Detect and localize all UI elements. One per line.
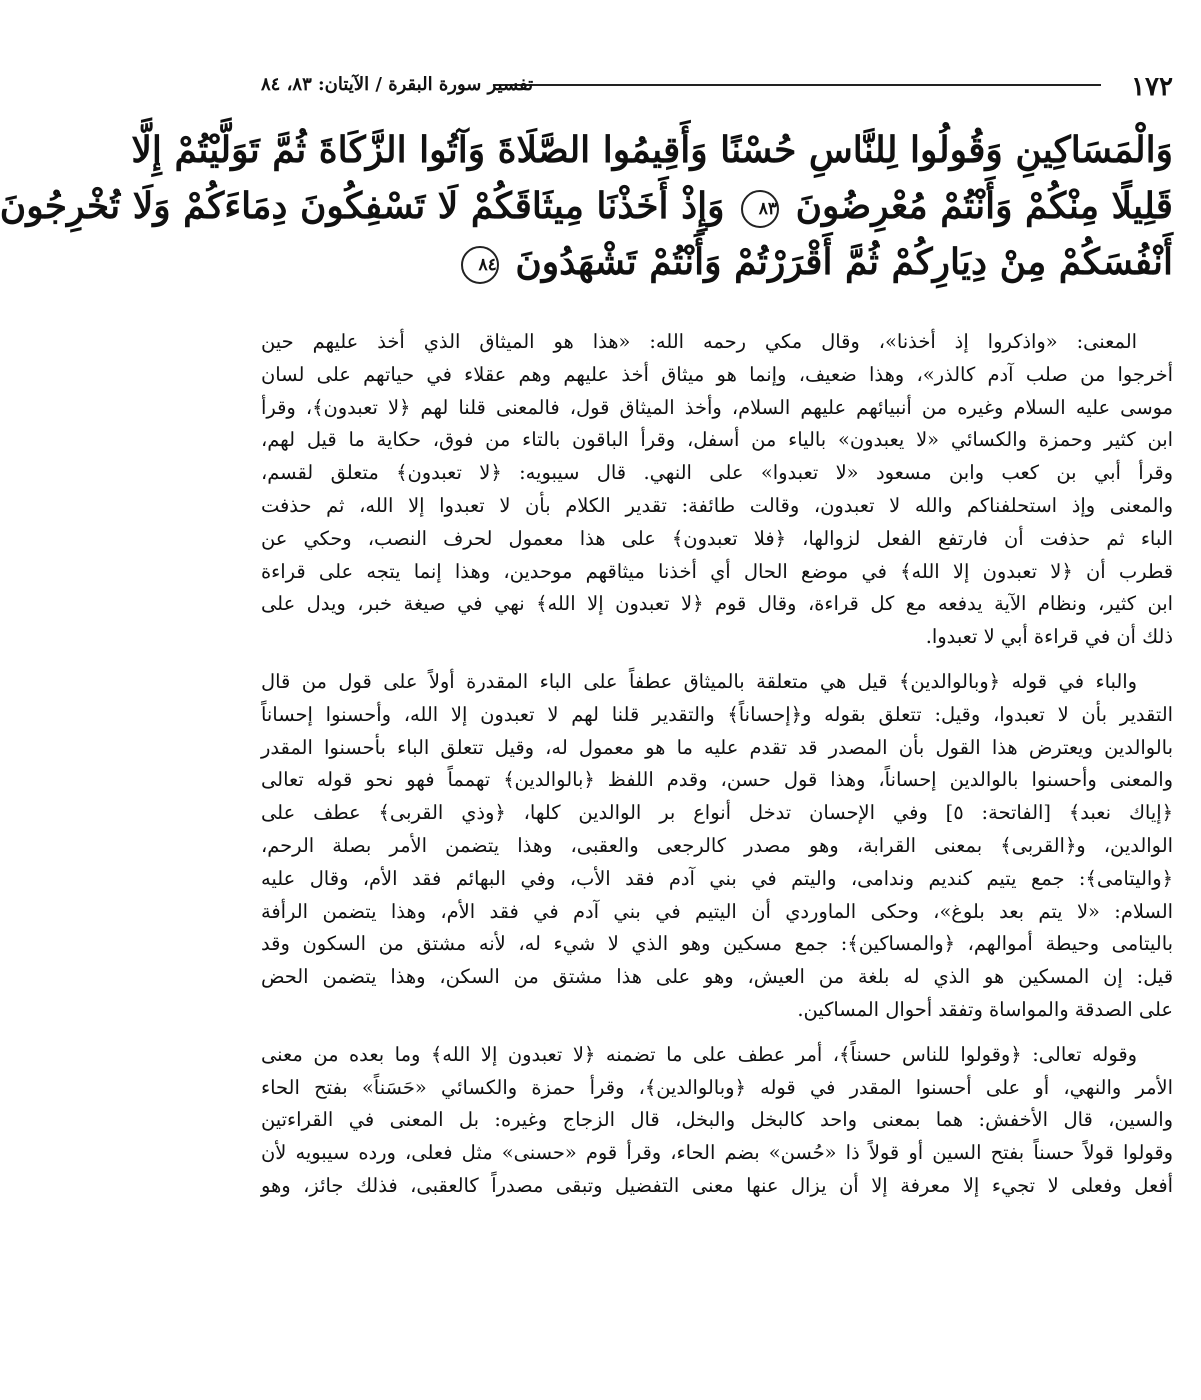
text-line: الوالدين، و﴿القربى﴾ بمعنى القرابة، وهو مصدر كالرجعى والعقبى، وهذا يتضمن الأمر بصلة الرحم، bbox=[261, 833, 1173, 857]
text-line: الباء ثم حذفت أن فارتفع الفعل لزوالها، ﴿فلا تعبدون﴾ على هذا معمول لحرف النصب، وحكي عن bbox=[261, 526, 1173, 550]
text-line: ابن كثير وحمزة والكسائي «لا يعبدون» بالياء من أسفل، وقرأ الباقون بالتاء من فوق، حكاية ما قيل لهم، bbox=[261, 428, 1173, 452]
header-rule bbox=[493, 84, 1101, 86]
page-header bbox=[261, 62, 1173, 114]
text-line: قطرب أن ﴿لا تعبدون إلا الله﴾ في موضع الحال أي أخذنا ميثاقهم موحدين، وهذا إنما يتجه على قراءة bbox=[261, 559, 1173, 583]
ayah-number-marker: ٨٤ bbox=[461, 246, 499, 284]
text-line: بالوالدين ويعترض هذا القول بأن المصدر قد تقدم عليه ما هو معمول له، وقيل تتعلق الباء بأحسنوا المقدر bbox=[261, 735, 1173, 759]
text-line: موسى عليه السلام وغيره من أنبيائهم عليهم السلام، وأخذ الميثاق قول، فالمعنى قلنا لهم ﴿لا تعبدون﴾، وقرأ bbox=[261, 395, 1173, 419]
verse-text: أَنْفُسَكُمْ مِنْ دِيَارِكُمْ ثُمَّ أَقْرَرْتُمْ وَأَنْتُمْ تَشْهَدُونَ bbox=[515, 241, 1173, 283]
commentary-paragraph bbox=[261, 666, 1173, 1027]
text-line: والمعنى وأحسنوا بالوالدين إحساناً، وهذا قول حسن، وقدم اللفظ ﴿بالوالدين﴾ تهمماً فهو نحو قوله تعالى bbox=[261, 768, 1173, 792]
text-line: الأمر والنهي، أو على أحسنوا المقدر في قوله ﴿وبالوالدين﴾، وقرأ حمزة والكسائي «حَسَناً» بفتح الحاء bbox=[261, 1075, 1173, 1099]
text-line: والباء في قوله ﴿وبالوالدين﴾ قيل هي متعلقة بالميثاق عطفاً على الباء المقدرة أولاً على قول من قال bbox=[261, 669, 1137, 693]
ayah-number-marker: ٨٣ bbox=[741, 190, 779, 228]
text-line: التقدير بأن لا تعبدوا، وقيل: تتعلق بقوله و﴿إحساناً﴾ والتقدير قلنا لهم لا تعبدون إلا الله، وأحسنوا إحساناً bbox=[261, 702, 1173, 726]
text-line: السلام: «لا يتم بعد بلوغ»، وحكى الماوردي أن اليتيم في بني آدم في فقد الأم، وهذا يتضمن الرأفة bbox=[261, 899, 1173, 923]
verse-line bbox=[261, 234, 1173, 290]
text-line: أفعل وفعلى لا تجيء إلا معرفة إلا أن يزال عنها معنى التفضيل وتبقى مصدراً كالعقبى، فذلك جائز، وهو bbox=[261, 1173, 1173, 1197]
verse-text: وَالْمَسَاكِينِ وَقُولُوا لِلنَّاسِ حُسْنًا وَأَقِيمُوا الصَّلَاةَ وَآتُوا الزَّكَاةَ ثُمَّ تَوَلَّيْتُمْ إِلَّا bbox=[131, 129, 1173, 171]
commentary bbox=[261, 326, 1173, 1203]
page-number: ١٧٢ bbox=[1131, 72, 1173, 102]
text-line: أخرجوا من صلب آدم كالذر»، وهذا ضعيف، وإنما هو ميثاق أخذ عليهم وهم عقلاء في حياتهم على لسان bbox=[261, 362, 1173, 386]
commentary-paragraph bbox=[261, 326, 1173, 654]
running-title: تفسير سورة البقرة / الآيتان: ٨٣، ٨٤ bbox=[261, 74, 534, 95]
text-line: ذلك أن في قراءة أبي لا تعبدوا. bbox=[925, 625, 1173, 649]
book-page bbox=[0, 62, 1173, 1382]
verse-text: وَإِذْ أَخَذْنَا مِيثَاقَكُمْ لَا تَسْفِكُونَ دِمَاءَكُمْ وَلَا تُخْرِجُونَ bbox=[0, 185, 725, 227]
text-line: ابن كثير، ونظام الآية يدفعه مع كل قراءة، وقال قوم ﴿لا تعبدون إلا الله﴾ نهي في صيغة خبر، ويدل على bbox=[261, 592, 1173, 616]
verse-line bbox=[0, 178, 1173, 234]
text-line: باليتامى وحيطة أموالهم، ﴿والمساكين﴾: جمع مسكين وهو الذي لا شيء له، لأنه مشتق من السكون وقد bbox=[261, 932, 1173, 956]
verse-line bbox=[131, 122, 1173, 178]
text-line: والمعنى وإذ استحلفناكم والله لا تعبدون، وقالت طائفة: تقدير الكلام بأن لا تعبدوا إلا الله، ثم حذفت bbox=[261, 493, 1173, 517]
text-line: والسين، قال الأخفش: هما بمعنى واحد كالبخل والبخل، قال الزجاج وغيره: بل المعنى في القراءتين bbox=[261, 1108, 1173, 1132]
quran-verses bbox=[0, 122, 1173, 290]
verse-text: قَلِيلًا مِنْكُمْ وَأَنْتُمْ مُعْرِضُونَ bbox=[795, 185, 1173, 227]
text-line: قيل: إن المسكين هو الذي له بلغة من العيش، وهو على هذا مشتق من السكن، وهذا يتضمن الحض bbox=[261, 965, 1173, 989]
text-line: ﴿إياك نعبد﴾ [الفاتحة: ٥] وفي الإحسان تدخل أنواع بر الوالدين كلها، ﴿وذي القربى﴾ عطف على bbox=[261, 801, 1173, 825]
text-line: وقرأ أبي بن كعب وابن مسعود «لا تعبدوا» على النهي. قال سيبويه: ﴿لا تعبدون﴾ متعلق لقسم، bbox=[261, 461, 1173, 485]
text-line: وقولوا قولاً حسناً بفتح السين أو قولاً ذا «حُسن» بضم الحاء، وقرأ قوم «حسنى» مثل فعلى، ورده سيبويه لأن bbox=[261, 1141, 1173, 1165]
commentary-paragraph bbox=[261, 1039, 1173, 1203]
text-line: وقوله تعالى: ﴿وقولوا للناس حسناً﴾، أمر عطف على ما تضمنه ﴿لا تعبدون إلا الله﴾ وما بعده من معنى bbox=[261, 1042, 1137, 1066]
text-line: ﴿واليتامى﴾: جمع يتيم كنديم وندامى، واليتم في بني آدم فقد الأب، وفي البهائم فقد الأم، وقال عليه bbox=[261, 866, 1173, 890]
text-line: على الصدقة والمواساة وتفقد أحوال المساكين. bbox=[797, 997, 1173, 1021]
text-line: المعنى: «واذكروا إذ أخذنا»، وقال مكي رحمه الله: «هذا هو الميثاق الذي أخذ عليهم حين bbox=[261, 330, 1137, 353]
